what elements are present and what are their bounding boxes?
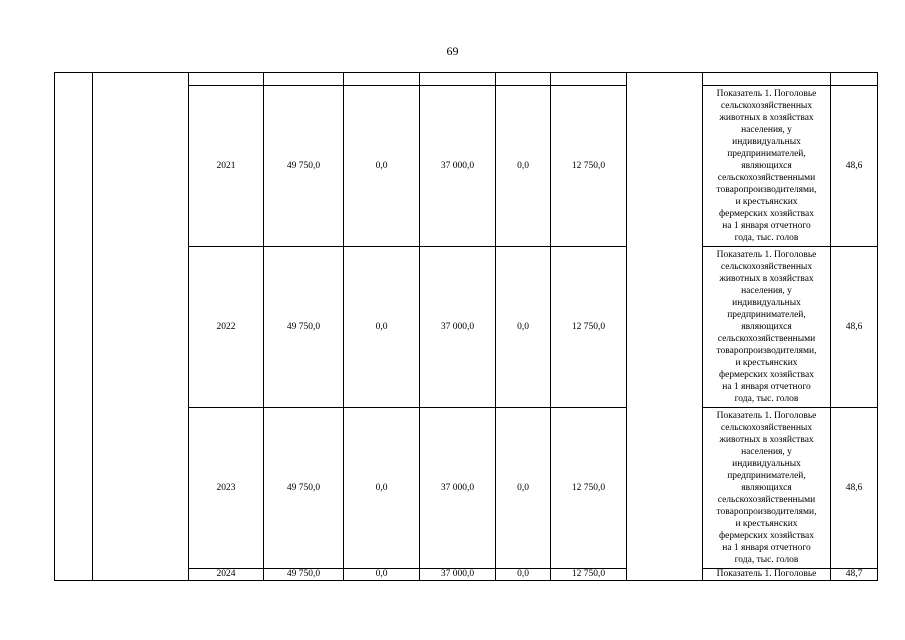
program-table: [54, 72, 878, 581]
header-cell: [344, 73, 420, 86]
year-cell: 2023: [189, 408, 264, 569]
page-number: 69: [446, 44, 459, 58]
indicator-value-cell: 48,6: [831, 86, 878, 247]
header-cell: [264, 73, 344, 86]
amount-cell: 0,0: [344, 247, 420, 408]
indicator-cell: Показатель 1. Поголовье сельскохозяйственных животных в хозяйствах населения, у индивидуальных предпринимателей, являющихся сельскохозяйственными товаропроизводителями, и крестьянских фермерских хозяйствах на 1 января отчетного года, тыс. голов: [703, 408, 831, 569]
table-header-row: [55, 73, 878, 86]
col-number-cell: [55, 73, 93, 581]
amount-cell: 0,0: [496, 86, 551, 247]
header-cell: [551, 73, 627, 86]
total-cell: 49 750,0: [264, 408, 344, 569]
amount-cell: 37 000,0: [420, 569, 496, 581]
amount-cell: 0,0: [496, 247, 551, 408]
amount-cell: 0,0: [344, 569, 420, 581]
year-cell: 2021: [189, 86, 264, 247]
year-cell: 2022: [189, 247, 264, 408]
header-cell: [189, 73, 264, 86]
amount-cell: 0,0: [496, 408, 551, 569]
amount-cell: 12 750,0: [551, 86, 627, 247]
indicator-cell: Показатель 1. Поголовье сельскохозяйственных животных в хозяйствах населения, у индивидуальных предпринимателей, являющихся сельскохозяйственными товаропроизводителями, и крестьянских фермерских хозяйствах на 1 января отчетного года, тыс. голов: [703, 86, 831, 247]
amount-cell: 37 000,0: [420, 408, 496, 569]
amount-cell: 12 750,0: [551, 569, 627, 581]
total-cell: 49 750,0: [264, 569, 344, 581]
header-cell: [831, 73, 878, 86]
amount-cell: 0,0: [344, 86, 420, 247]
amount-cell: 12 750,0: [551, 247, 627, 408]
total-cell: 49 750,0: [264, 247, 344, 408]
amount-cell: 12 750,0: [551, 408, 627, 569]
header-cell: [420, 73, 496, 86]
amount-cell: 37 000,0: [420, 86, 496, 247]
indicator-cell: Показатель 1. Поголовье сельскохозяйственных животных в хозяйствах населения, у индивидуальных предпринимателей, являющихся сельскохозяйственными товаропроизводителями, и крестьянских фермерских хозяйствах на 1 января отчетного года, тыс. голов: [703, 247, 831, 408]
col-executor-cell: [627, 73, 703, 581]
indicator-value-cell: 48,6: [831, 247, 878, 408]
indicator-value-cell: 48,6: [831, 408, 878, 569]
header-cell: [496, 73, 551, 86]
year-cell: 2024: [189, 569, 264, 581]
amount-cell: 37 000,0: [420, 247, 496, 408]
amount-cell: 0,0: [496, 569, 551, 581]
header-cell: [703, 73, 831, 86]
col-name-cell: [93, 73, 189, 581]
total-cell: 49 750,0: [264, 86, 344, 247]
amount-cell: 0,0: [344, 408, 420, 569]
indicator-value-cell: 48,7: [831, 569, 878, 581]
indicator-cell: Показатель 1. Поголовье: [703, 569, 831, 581]
